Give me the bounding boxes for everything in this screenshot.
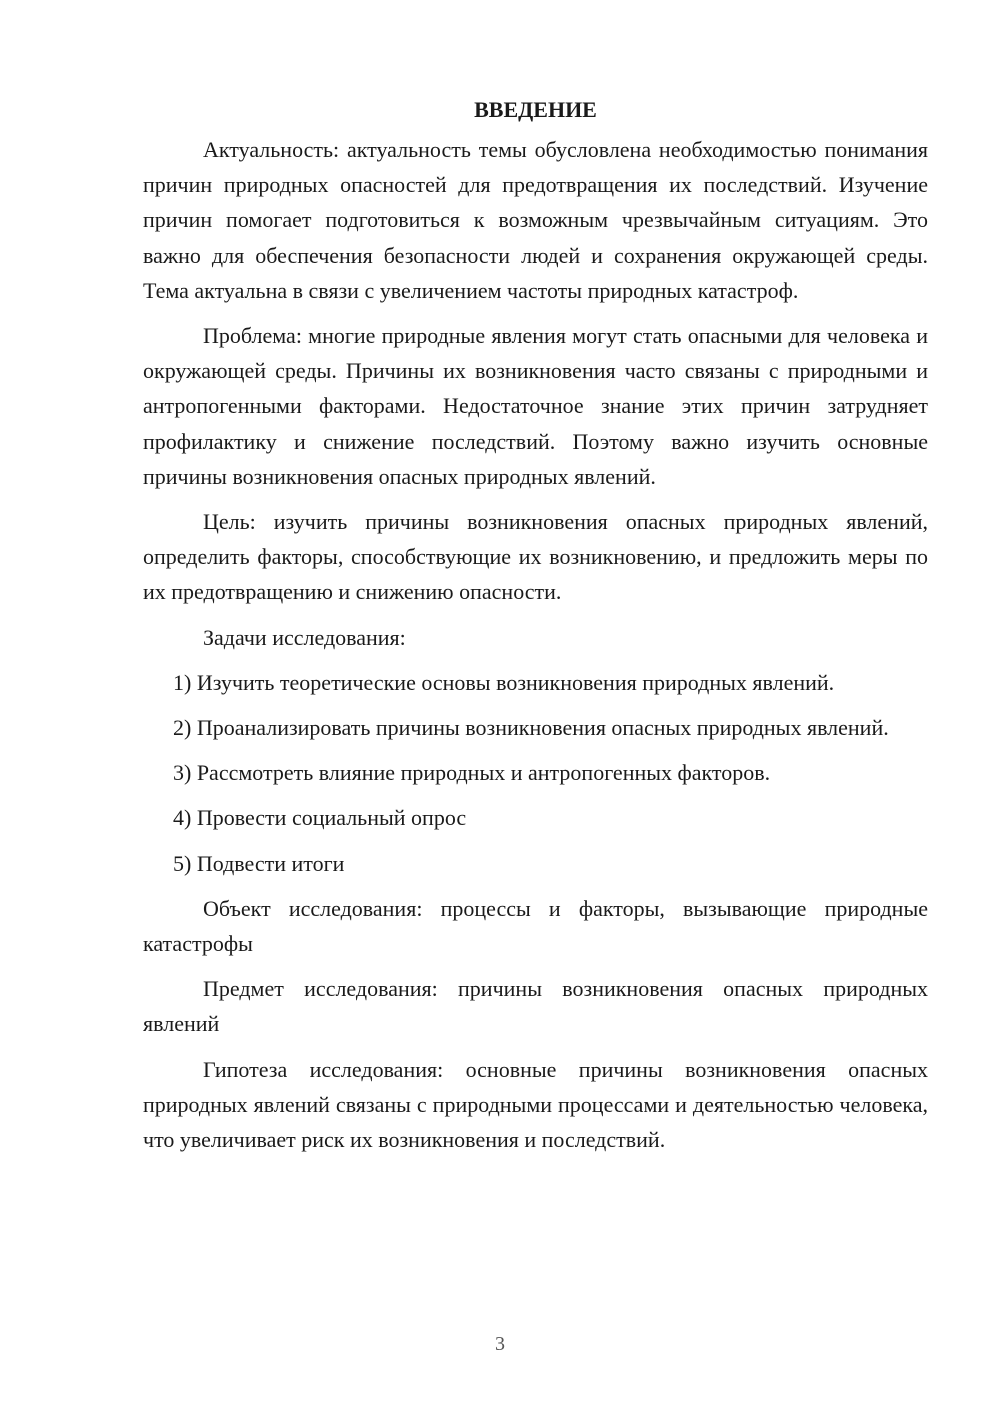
- task-item-1: 1) Изучить теоретические основы возникновения природных явлений.: [173, 669, 835, 695]
- page-number: 3: [495, 1333, 505, 1355]
- paragraph-object: Объект исследования: процессы и факторы, вызывающие природные катастрофы: [143, 895, 928, 957]
- task-item-5: 5) Подвести итоги: [173, 850, 345, 876]
- task-item-2: 2) Проанализировать причины возникновения опасных природных явлений.: [173, 715, 889, 741]
- paragraph-goal: Цель: изучить причины возникновения опасных природных явлений, определить факторы, способствующие их возникновению, и предложить меры по их предотвращению и снижению опасности.: [143, 509, 928, 605]
- paragraph-relevance: Актуальность: актуальность темы обусловлена необходимостью понимания причин природных опасностей для предотвращения их последствий. Изучение причин помогает подготовиться к возможным чрезвычайным ситуациям. Это важно для обеспечения безопасности людей и сохранения окружающей среды. Тема актуальна в связи с увеличением частоты природных катастроф.: [143, 137, 928, 303]
- paragraph-hypothesis: Гипотеза исследования: основные причины возникновения опасных природных явлений связаны с природными процессами и деятельностью человека, что увеличивает риск их возникновения и последствий.: [143, 1056, 928, 1153]
- paragraph-subject: Предмет исследования: причины возникновения опасных природных явлений: [143, 976, 928, 1037]
- document-page: [143, 92, 928, 1167]
- tasks-heading: Задачи исследования:: [203, 624, 406, 650]
- paragraph-problem: Проблема: многие природные явления могут стать опасными для человека и окружающей среды. Причины их возникновения часто связаны с природными и антропогенными факторами. Недостаточное знание этих причин затрудняет профилактику и снижение последствий. Поэтому важно изучить основные причины возникновения опасных природных явлений.: [143, 323, 928, 489]
- page-title: ВВЕДЕНИЕ: [474, 97, 597, 122]
- task-item-4: 4) Провести социальный опрос: [173, 805, 467, 831]
- task-item-3: 3) Рассмотреть влияние природных и антропогенных факторов.: [173, 760, 771, 786]
